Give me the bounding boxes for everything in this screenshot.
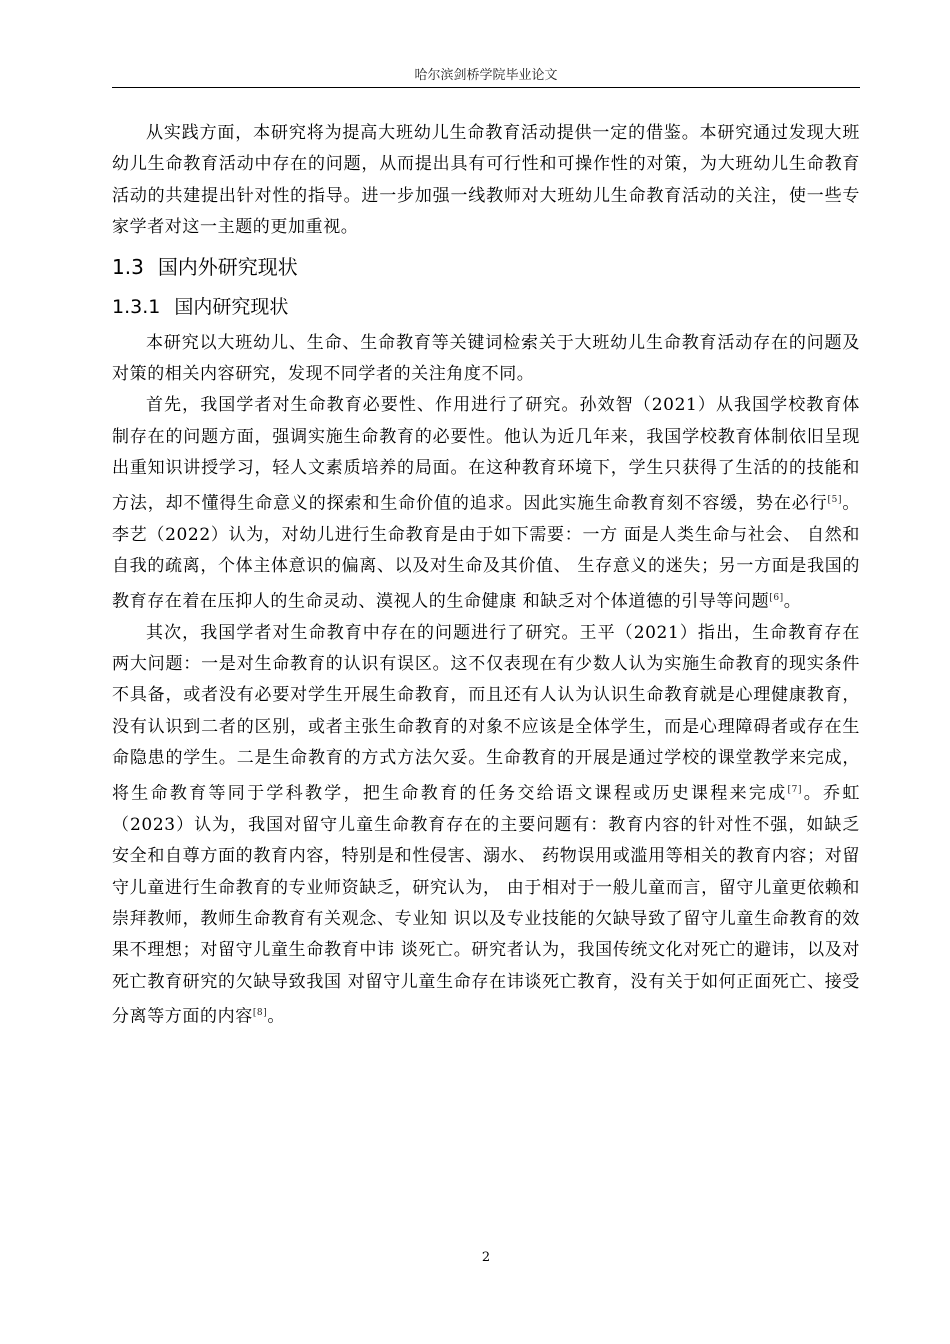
paragraph-practice: 从实践方面，本研究将为提高大班幼儿生命教育活动提供一定的借鉴。本研究通过发现大班幼儿生命教育活动中存在的问题，从而提出具有可行性和可操作性的对策，为大班幼儿生命教育活动的共建提出针对性的指导。进一步加强一线教师对大班幼儿生命教育活动的关注，使一些专家学者对这一主题的更加重视。 [112,123,860,238]
section-number: 1.3 [112,254,144,279]
page-number: 2 [481,1250,491,1265]
paragraph-text: 。李艺（2022）认为，对幼儿进行生命教育是由于如下需要：一方 面是人类生命与社会、 自然和自我的疏离，个体主体意识的偏离、以及对生命及其价值、 生存意义的迷失；另一方面是我国的教育存在着在压抑人的生命灵动、漠视人的生命健康 和缺乏对个体道德的引导等问题 [112,493,860,612]
paragraph-necessity [112,390,860,617]
subsection-heading [112,292,860,322]
paragraph-text: 。 [783,591,802,612]
page-body [112,118,860,1033]
paragraph-text: 首先，我国学者对生命教育必要性、作用进行了研究。孙效智（2021）从我国学校教育体制存在的问题方面，强调实施生命教育的必要性。他认为近几年来，我国学校教育体制依旧呈现出重知识讲授学习，轻人文素质培养的局面。在这种教育环境下，学生只获得了生活的的技能和方法，却不懂得生命意义的探索和生命价值的追求。因此实施生命教育刻不容缓，势在必行 [112,395,860,514]
subsection-number: 1.3.1 [112,295,161,318]
paragraph-keywords: 本研究以大班幼儿、生命、生命教育等关键词检索关于大班幼儿生命教育活动存在的问题及对策的相关内容研究，发现不同学者的关注角度不同。 [112,332,860,385]
citation-6: [6] [769,592,784,603]
section-title: 国内外研究现状 [157,254,298,279]
header-rule [112,87,860,88]
citation-8: [8] [252,1008,268,1019]
running-header: 哈尔滨剑桥学院毕业论文 [414,68,558,83]
section-heading [112,252,860,282]
paragraph-text: 其次，我国学者对生命教育中存在的问题进行了研究。王平（2021）指出，生命教育存在两大问题：一是对生命教育的认识有误区。这不仅表现在有少数人认为实施生命教育的现实条件不具备，或者没有必要对学生开展生命教育，而且还有人认为认识生命教育就是心理健康教育，没有认识到二者的区别，或者主张生命教育的对象不应该是全体学生，而是心理障碍者或存在生命隐患的学生。二是生命教育的方式方法欠妥。生命教育的开展是通过学校的课堂教学来完成，将生命教育等同于学科教学，把生命教育的任务交给语文课程或历史课程来完成 [112,622,860,804]
subsection-title: 国内研究现状 [174,295,289,318]
paragraph-text: 。 [267,1006,285,1027]
citation-7: [7] [787,784,803,795]
paragraph-text: 。乔虹（2023）认为，我国对留守儿童生命教育存在的主要问题有：教育内容的针对性不强，如缺乏安全和自尊方面的教育内容，特别是和性侵害、溺水、 药物误用或滥用等相关的教育内容；对留守儿童进行生命教育的专业师资缺乏，研究认为， 由于相对于一般儿童而言，留守儿童更依赖和崇拜教师，教师生命教育有关观念、专业知 识以及专业技能的欠缺导致了留守儿童生命教育的效果不理想；对留守儿童生命教育中讳 谈死亡。研究者认为，我国传统文化对死亡的避讳，以及对死亡教育研究的欠缺导致我国 对留守儿童生命存在讳谈死亡教育，没有关于如何正面死亡、接受分离等方面的内容 [112,783,860,1027]
paragraph-problems [112,618,860,1034]
citation-5: [5] [827,494,843,505]
